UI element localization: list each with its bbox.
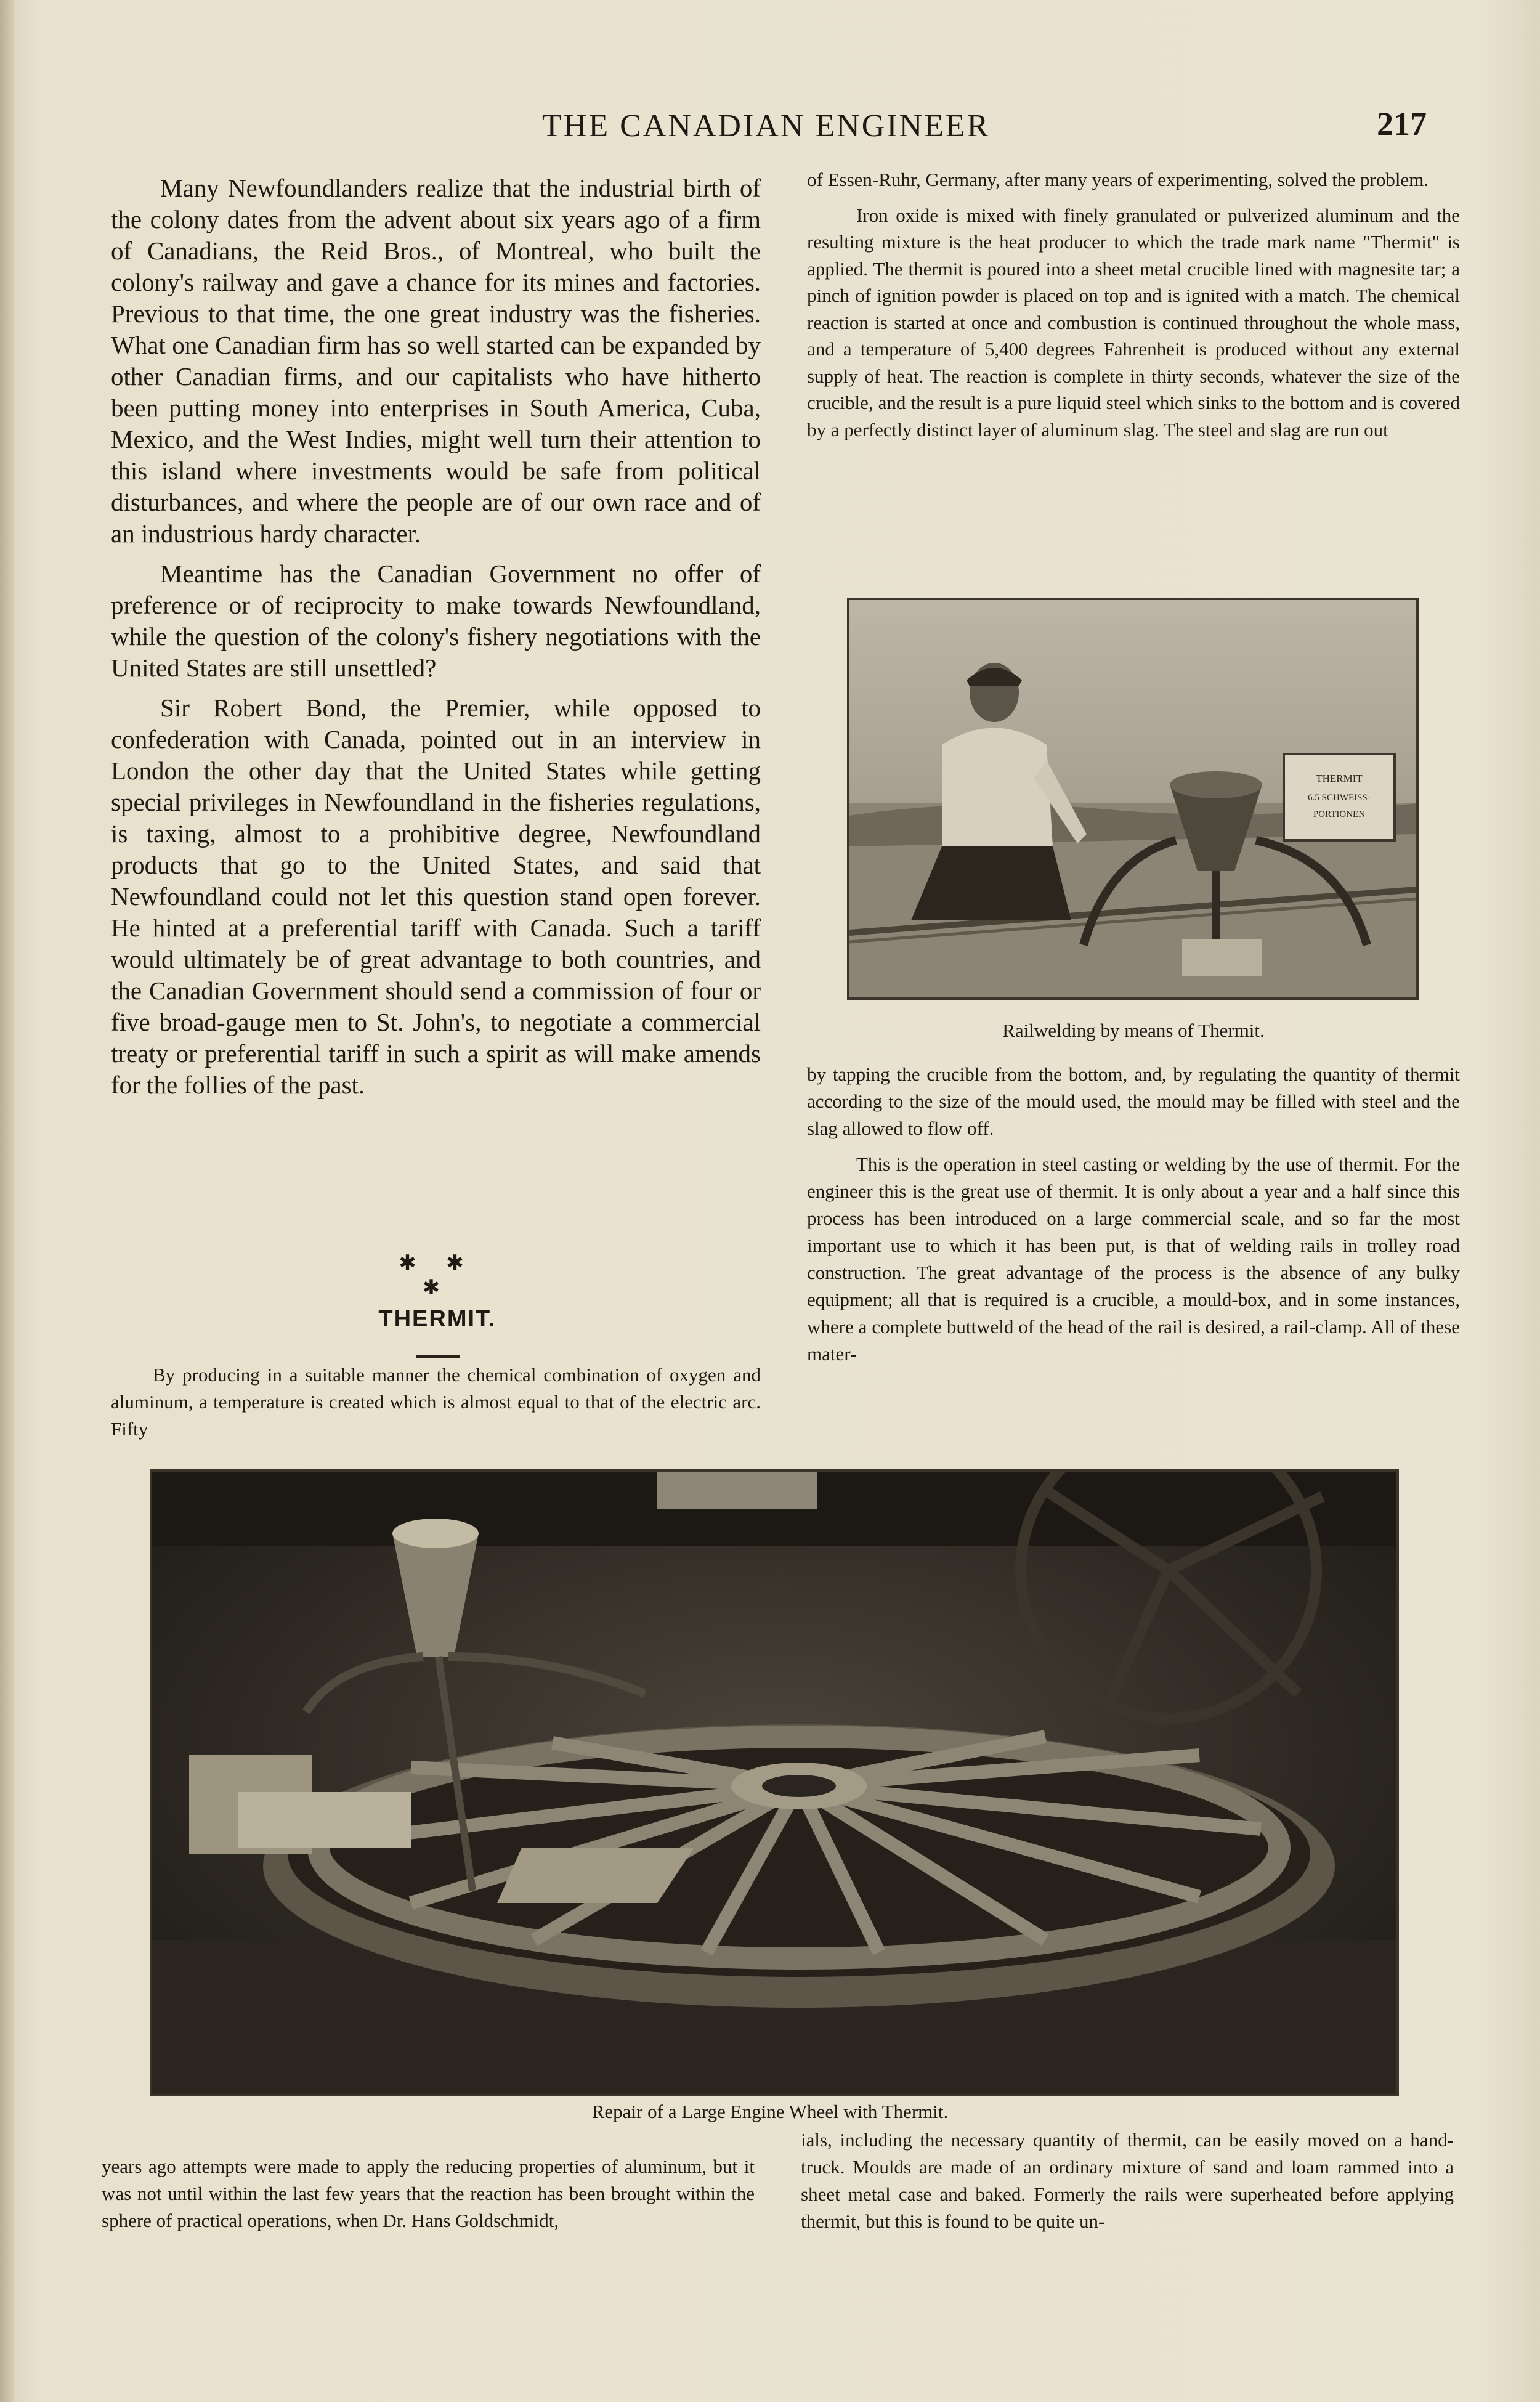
thermit-heading: THERMIT. — [378, 1306, 496, 1332]
sign-text: THERMIT — [1316, 773, 1363, 784]
paragraph-thermit-intro: By producing in a suitable manner the chemical combination of oxygen and aluminum, a temperature is created which is almost equal to that of the electric arc. Fifty — [111, 1364, 761, 1440]
paragraph-steel-casting: This is the operation in steel casting or welding by the use of thermit. For the engineer this is the great use of thermit. It is only about a year and a half since this process has been introduced on a large commercial scale, and so far the most important use to which it has been put, is that of welding rails in trolley road construction. The great advantage of the process is the absence of any bulky equipment; all that is required is a crucible, a mould-box, and in some instances, where a complete buttweld of the head of the rail is desired, a rail-clamp. All of these mater- — [807, 1153, 1460, 1365]
paragraph-essen-continuation: of Essen-Ruhr, Germany, after many years of experimenting, solved the problem. — [807, 169, 1429, 190]
paragraph-iron-oxide: Iron oxide is mixed with finely granulated or pulverized aluminum and the resulting mixture is the heat producer to which the trade mark name "Thermit" is applied. The thermit is poured into a sheet metal crucible lined with magnesite tar; a pinch of ignition powder is placed on top and is ignited with a match. The chemical reaction is started at once and combustion is continued throughout the whole mass, and a temperature of 5,400 degrees Fahrenheit is produced without any external supply of heat. The reaction is complete in thirty seconds, whatever the size of the crucible, and the result is a pure liquid steel which sinks to the bottom and is covered by a perfectly distinct layer of aluminum slag. The steel and slag are run out — [807, 204, 1460, 440]
bottom-left-column — [102, 2153, 755, 2243]
right-column-middle — [807, 1061, 1460, 1376]
page-number: 217 — [1377, 105, 1427, 142]
paragraph-robert-bond: Sir Robert Bond, the Premier, while opposed to confederation with Canada, pointed out in an interview in London the other day that the United States while getting special privileges in Newfoundland in the fisheries regulations, is taxing, almost to a prohibitive degree, Newfoundland products that go to the United States, and said that Newfoundland could not let this question stand open forever. He hinted at a preferential tariff with Canada. Such a tariff would ultimately be of great advantage to both countries, and the Canadian Government should send a commission of four or five broad-gauge men to St. John's, to negotiate a commercial treaty or preferential tariff in such a spirit as will make amends for the follies of the past. — [111, 694, 761, 1099]
left-column-article — [111, 172, 761, 1110]
svg-text:PORTIONEN: PORTIONEN — [1313, 809, 1366, 819]
thermit-intro-column — [111, 1361, 761, 1451]
paragraph-hand-truck: ials, including the necessary quantity of thermit, can be easily moved on a hand-truck. Moulds are made of an ordinary mixture of sand and loam rammed into a sheet metal case and baked. Formerly the rails were superheated before applying thermit, but this is found to be quite un- — [801, 2129, 1454, 2232]
bottom-right-column — [801, 2127, 1454, 2244]
paragraph-tapping-crucible: by tapping the crucible from the bottom, and, by regulating the quantity of thermit according to the size of the mould used, the mould may be filled with steel and the slag allowed to flow off. — [807, 1063, 1460, 1139]
right-column-top — [807, 166, 1460, 452]
running-header-title: THE CANADIAN ENGINEER — [542, 108, 991, 144]
engine-wheel-photo — [150, 1469, 1399, 2096]
paragraph-newfoundland-industry: Many Newfoundlanders realize that the industrial birth of the colony dates from the advent about six years ago of a firm of Canadians, the Reid Bros., of Montreal, who built the colony's railway and gave a chance for its mines and factories. Previous to that time, the one great industry was the fisheries. What one Canadian firm has so well started can be expanded by other Canadian firms, and our capitalists who have hitherto been putting money into enterprises in South America, Cuba, Mexico, and the West Indies, might well turn their attention to this island where investments would be safe from political disturbances, and where the people are of our own race and of an industrious hardy character. — [111, 174, 761, 548]
figure1-caption: Railwelding by means of Thermit. — [1002, 1020, 1265, 1041]
section-ornament: ✱ ✱ ✱ — [399, 1252, 476, 1299]
figure2-caption: Repair of a Large Engine Wheel with Thermit. — [591, 2101, 949, 2122]
paragraph-aluminum-history: years ago attempts were made to apply the reducing properties of aluminum, but it was not until within the last few years that the reaction has been brought within the sphere of practical operations, when Dr. Hans Goldschmidt, — [102, 2156, 755, 2231]
binding-edge — [0, 0, 14, 2402]
heading-rule — [416, 1355, 460, 1358]
railwelding-photo — [847, 598, 1419, 1000]
paragraph-canadian-government: Meantime has the Canadian Government no offer of preference or of reciprocity to make towards Newfoundland, while the question of the colony's fishery negotiations with the United States are still unsettled? — [111, 559, 761, 682]
svg-text:6.5 SCHWEISS-: 6.5 SCHWEISS- — [1308, 793, 1371, 803]
